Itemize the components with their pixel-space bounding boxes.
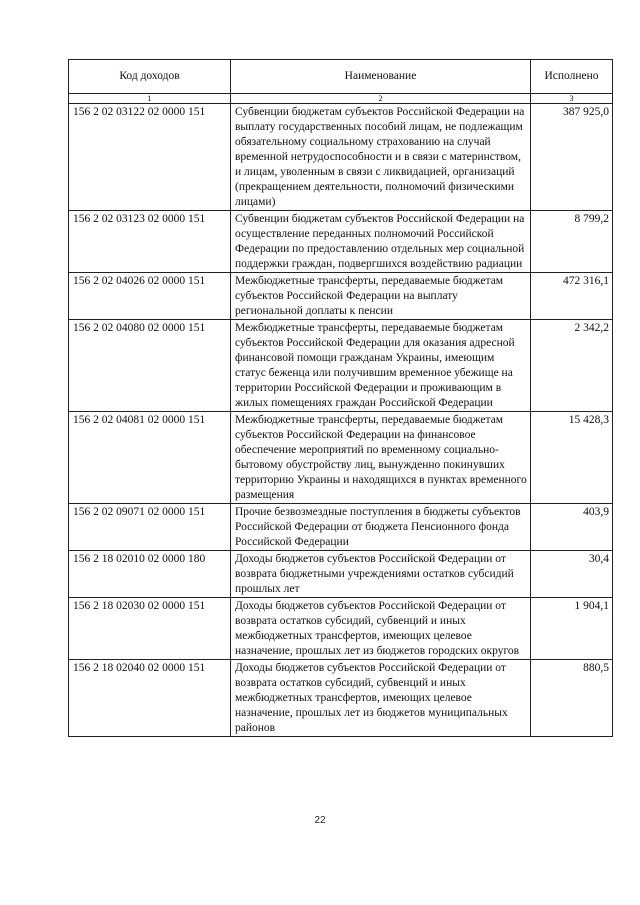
executed-amount-cell: 8 799,2: [531, 211, 613, 273]
executed-amount-cell: 387 925,0: [531, 104, 613, 211]
column-number: 1: [69, 94, 231, 104]
income-code-cell: 156 2 18 02040 02 0000 151: [69, 660, 231, 737]
income-name-cell: Доходы бюджетов субъектов Российской Федерации от возврата остатков субсидий, субвенций и иных межбюджетных трансфертов, имеющих целевое назначение, прошлых лет из бюджетов муниципальных районов: [231, 660, 531, 737]
income-code-cell: 156 2 02 04026 02 0000 151: [69, 273, 231, 320]
table-row: [69, 273, 613, 320]
income-name-cell: Межбюджетные трансферты, передаваемые бюджетам субъектов Российской Федерации на выплату региональной доплаты к пенсии: [231, 273, 531, 320]
income-table: [68, 59, 613, 737]
executed-amount-cell: 403,9: [531, 504, 613, 551]
table-row: [69, 598, 613, 660]
column-number: 2: [231, 94, 531, 104]
column-number-row: [69, 94, 613, 104]
income-name-cell: Доходы бюджетов субъектов Российской Федерации от возврата остатков субсидий, субвенций и иных межбюджетных трансфертов, имеющих целевое назначение, прошлых лет из бюджетов городских округов: [231, 598, 531, 660]
income-code-cell: 156 2 18 02010 02 0000 180: [69, 551, 231, 598]
executed-amount-cell: 2 342,2: [531, 320, 613, 412]
income-code-cell: 156 2 02 04081 02 0000 151: [69, 412, 231, 504]
page-number: 22: [314, 815, 326, 826]
executed-amount-cell: 880,5: [531, 660, 613, 737]
executed-amount-cell: 472 316,1: [531, 273, 613, 320]
income-name-cell: Межбюджетные трансферты, передаваемые бюджетам субъектов Российской Федерации для оказания адресной финансовой помощи гражданам Украины, имеющим статус беженца или получившим временное убежище на территории Российской Федерации и проживающим в жилых помещениях граждан Российской Федерации: [231, 320, 531, 412]
table-row: [69, 412, 613, 504]
income-code-cell: 156 2 02 09071 02 0000 151: [69, 504, 231, 551]
income-name-cell: Межбюджетные трансферты, передаваемые бюджетам субъектов Российской Федерации на финансовое обеспечение мероприятий по временному социально-бытовому обустройству лиц, вынужденно покинувших территорию Украины и находящихся в пунктах временного размещения: [231, 412, 531, 504]
income-code-cell: 156 2 18 02030 02 0000 151: [69, 598, 231, 660]
executed-amount-cell: 1 904,1: [531, 598, 613, 660]
income-name-cell: Субвенции бюджетам субъектов Российской Федерации на выплату государственных пособий лицам, не подлежащим обязательному социальному страхованию на случай временной нетрудоспособности и в связи с материнством, и лицам, уволенным в связи с ликвидацией, организаций (прекращением деятельности, полномочий физическими лицами): [231, 104, 531, 211]
table-row: [69, 551, 613, 598]
table-row: [69, 104, 613, 211]
table-header-row: [69, 60, 613, 94]
header-executed: Исполнено: [531, 60, 613, 94]
header-income-code: Код доходов: [69, 60, 231, 94]
table-row: [69, 504, 613, 551]
table-row: [69, 660, 613, 737]
column-number: 3: [531, 94, 613, 104]
table-row: [69, 211, 613, 273]
income-code-cell: 156 2 02 03123 02 0000 151: [69, 211, 231, 273]
income-name-cell: Субвенции бюджетам субъектов Российской Федерации на осуществление переданных полномочий Российской Федерации по предоставлению отдельных мер социальной поддержки граждан, подвергшихся воздействию радиации: [231, 211, 531, 273]
income-name-cell: Прочие безвозмездные поступления в бюджеты субъектов Российской Федерации от бюджета Пенсионного фонда Российской Федерации: [231, 504, 531, 551]
income-code-cell: 156 2 02 04080 02 0000 151: [69, 320, 231, 412]
executed-amount-cell: 15 428,3: [531, 412, 613, 504]
executed-amount-cell: 30,4: [531, 551, 613, 598]
income-code-cell: 156 2 02 03122 02 0000 151: [69, 104, 231, 211]
header-name: Наименование: [231, 60, 531, 94]
income-name-cell: Доходы бюджетов субъектов Российской Федерации от возврата бюджетными учреждениями остатков субсидий прошлых лет: [231, 551, 531, 598]
table-row: [69, 320, 613, 412]
